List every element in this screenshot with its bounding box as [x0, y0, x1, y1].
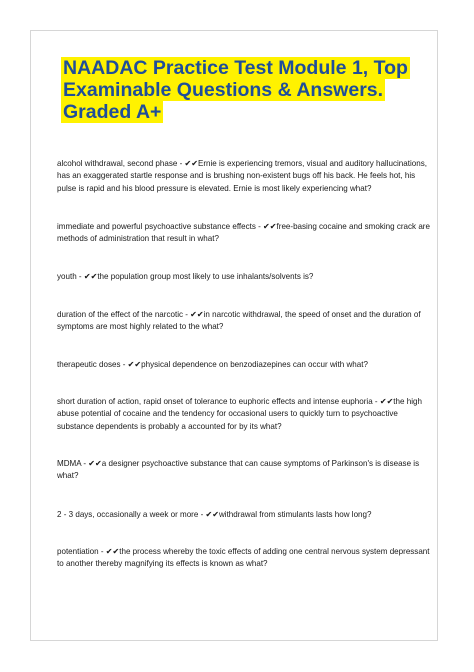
qa-item-6: short duration of action, rapid onset of tolerance to euphoric effects and intense euphoria - ✔✔the high abuse potential of cocaine and the tendency for occasional users to quickly turn to psychoactive substance dependents is probably a accounted for by its what?	[57, 397, 422, 431]
document-title-text: NAADAC Practice Test Module 1, Top Examinable Questions & Answers. Graded A+	[63, 57, 408, 123]
title-block	[57, 56, 431, 125]
document-title	[61, 57, 427, 123]
qa-item-8: 2 - 3 days, occasionally a week or more - ✔✔withdrawal from stimulants lasts how long?	[57, 510, 372, 519]
qa-item-7: MDMA - ✔✔a designer psychoactive substance that can cause symptoms of Parkinson's is disease is what?	[57, 459, 420, 481]
qa-item-4: duration of the effect of the narcotic - ✔✔in narcotic withdrawal, the speed of onset and the duration of symptoms are most highly related to the what?	[57, 310, 421, 332]
qa-item-2: immediate and powerful psychoactive substance effects - ✔✔free-basing cocaine and smoking crack are methods of administration that result in what?	[57, 222, 430, 244]
qa-item-5: therapeutic doses - ✔✔physical dependence on benzodiazepines can occur with what?	[57, 360, 368, 369]
qa-item-9: potentiation - ✔✔the process whereby the toxic effects of adding one central nervous system depressant to another thereby magnifying its effects is known as what?	[57, 547, 430, 569]
qa-item-3: youth - ✔✔the population group most likely to use inhalants/solvents is?	[57, 272, 314, 281]
qa-item-1: alcohol withdrawal, second phase - ✔✔Ernie is experiencing tremors, visual and auditory hallucinations, has an exaggerated startle response and is brushing non-existent bugs off his back. He feels hot, his pulse is rapid and his blood pressure is elevated. Ernie is most likely experiencing what?	[57, 159, 427, 193]
